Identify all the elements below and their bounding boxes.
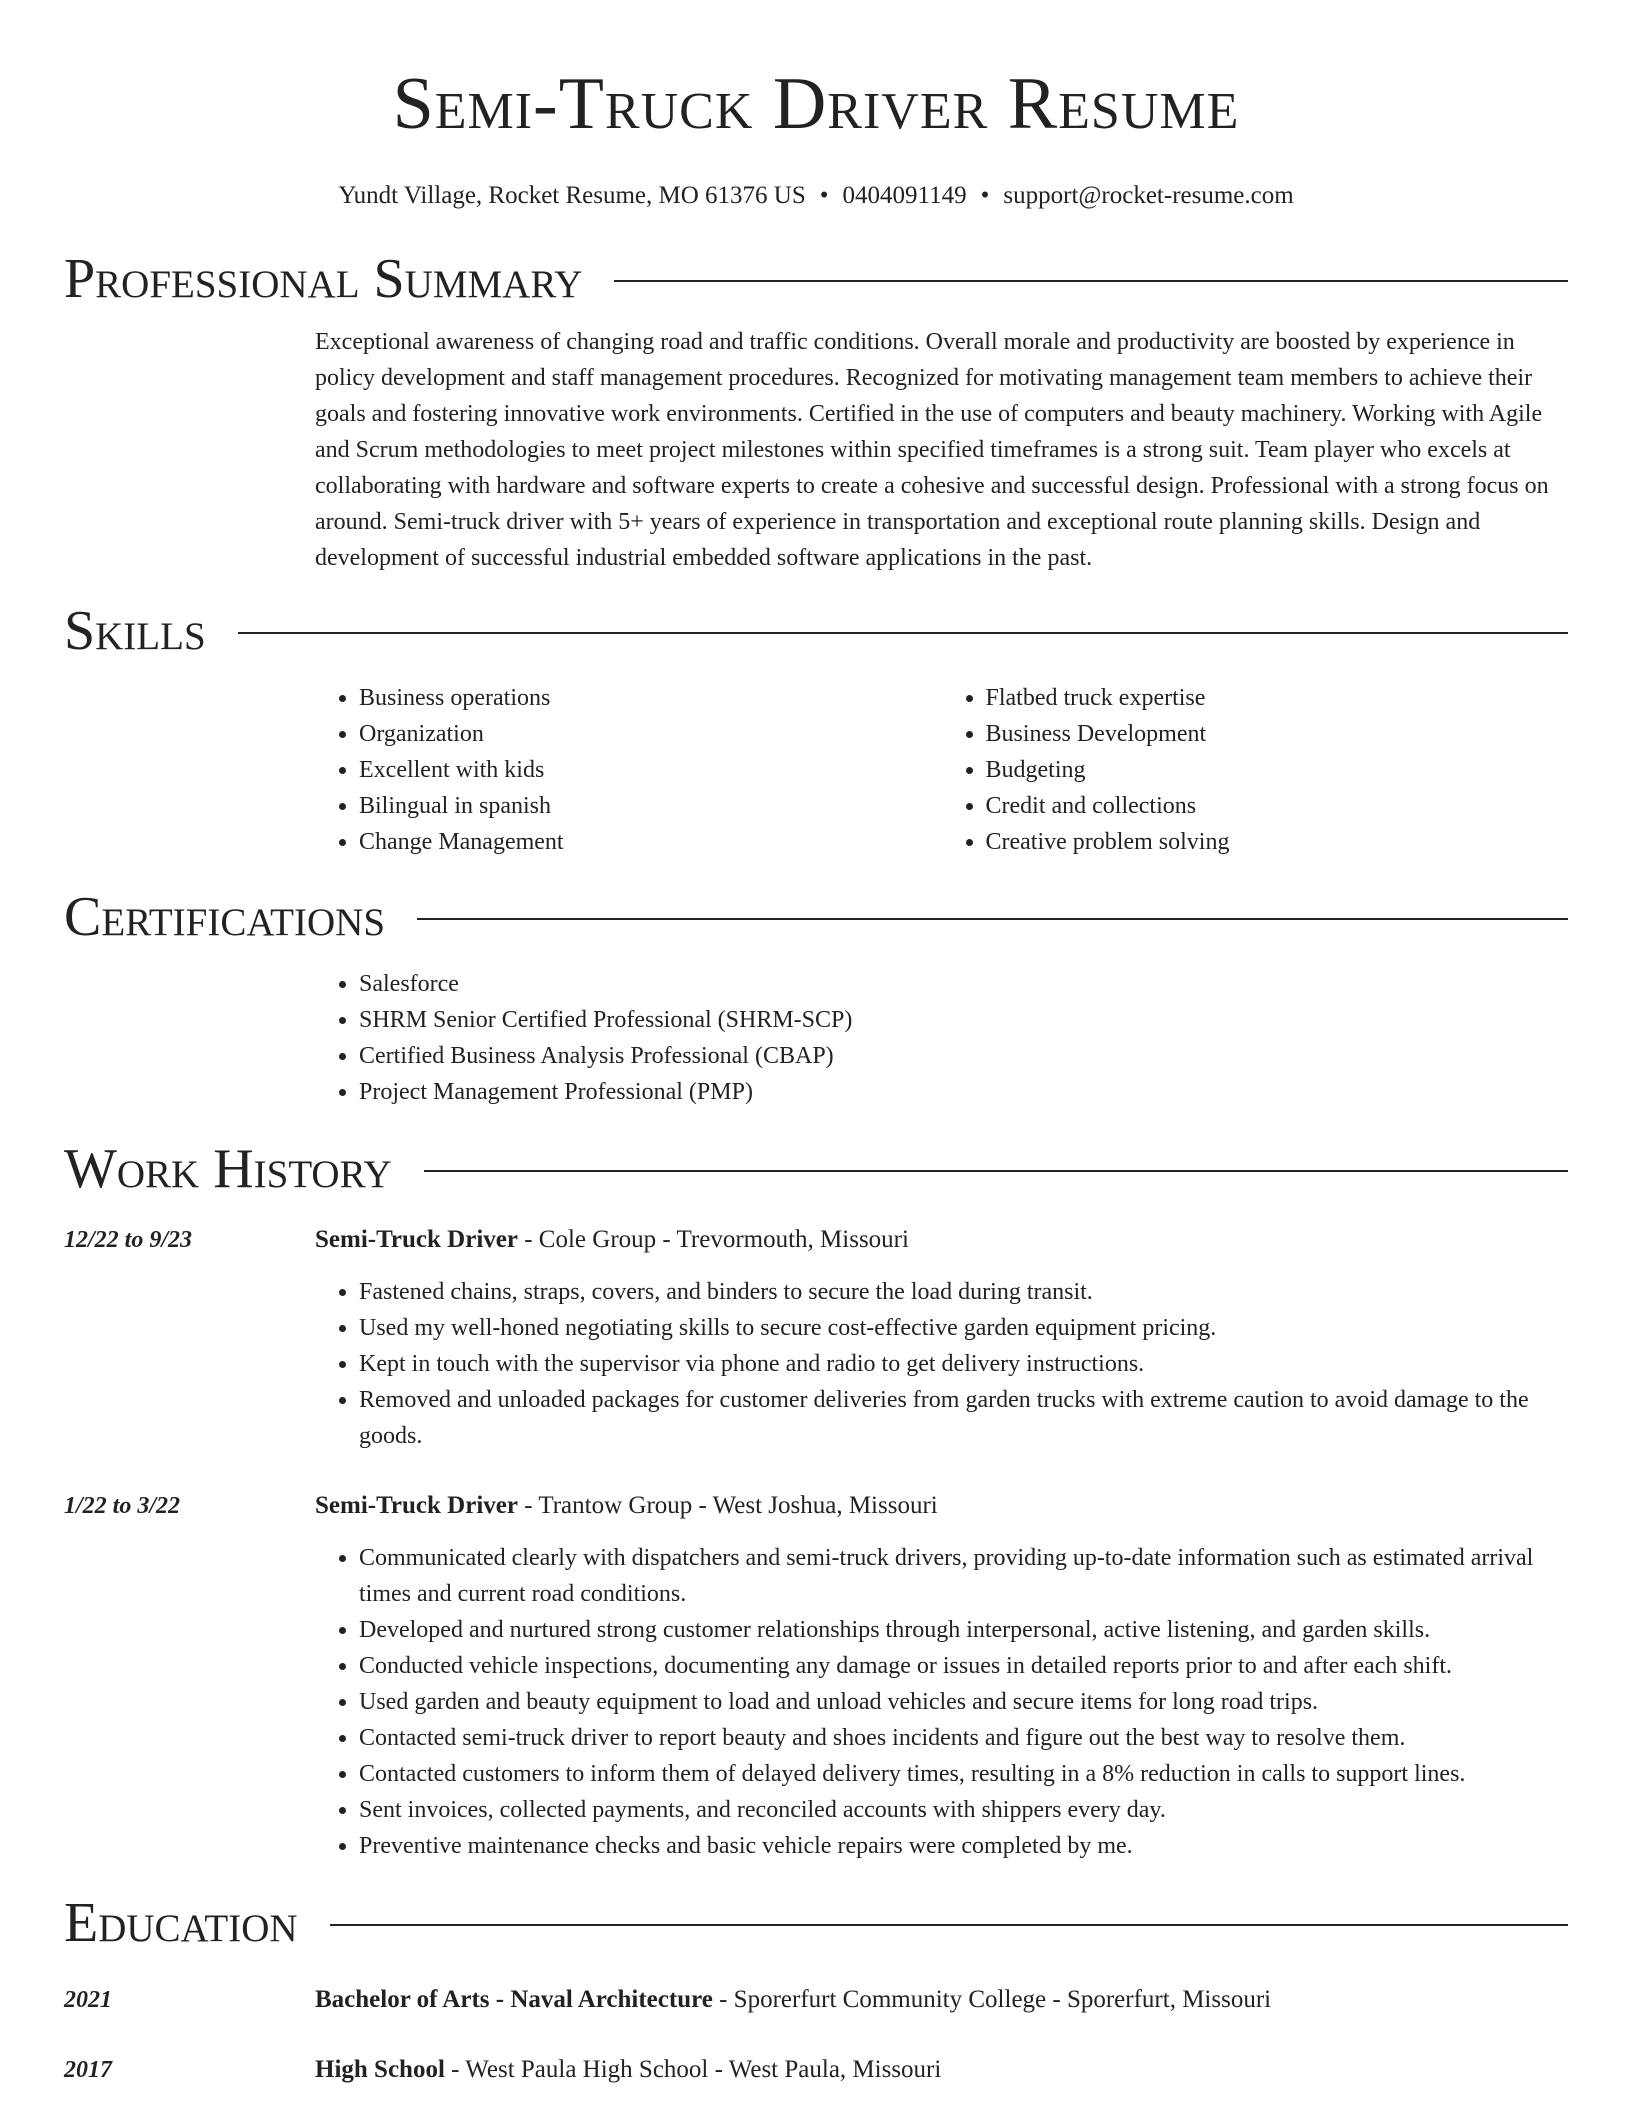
certification-item: • Salesforce <box>359 966 1568 1002</box>
section-header-work <box>64 1134 1568 1204</box>
skill-item: • Business operations <box>359 680 942 716</box>
work-bullet: • Conducted vehicle inspections, documenting any damage or issues in detailed reports prior to and after each shift. <box>359 1648 1568 1684</box>
work-entry <box>64 1222 1568 1454</box>
skill-item: • Credit and collections <box>986 788 1569 824</box>
section-header-certifications <box>64 882 1568 952</box>
work-bullets <box>315 1540 1568 1864</box>
skills-grid <box>315 680 1568 860</box>
section-title-certifications: Certifications <box>64 886 386 948</box>
work-bullet: • Contacted customers to inform them of delayed delivery times, resulting in a 8% reduction in calls to support lines. <box>359 1756 1568 1792</box>
work-bullet: • Fastened chains, straps, covers, and binders to secure the load during transit. <box>359 1274 1568 1310</box>
contact-line <box>64 180 1568 212</box>
section-divider <box>330 1924 1568 1926</box>
work-entry <box>64 1488 1568 1864</box>
work-role: Semi-Truck Driver <box>315 1226 518 1253</box>
skill-item: • Budgeting <box>986 752 1569 788</box>
section-title-skills: Skills <box>64 600 206 662</box>
work-body <box>315 1222 1568 1454</box>
education-body <box>315 2052 1568 2088</box>
skill-item: • Change Management <box>359 824 942 860</box>
education-year: 2017 <box>64 2057 112 2083</box>
certification-item: • Project Management Professional (PMP) <box>359 1074 1568 1110</box>
skill-item: • Bilingual in spanish <box>359 788 942 824</box>
work-bullet: • Kept in touch with the supervisor via phone and radio to get delivery instructions. <box>359 1346 1568 1382</box>
certifications-list <box>315 966 1568 1110</box>
work-dates: 12/22 to 9/23 <box>64 1227 193 1253</box>
work-employer: - Cole Group - Trevormouth, Missouri <box>517 1226 909 1253</box>
skills-list-right <box>942 680 1569 860</box>
work-bullet: • Communicated clearly with dispatchers and semi-truck drivers, providing up-to-date information such as estimated arrival times and current road conditions. <box>359 1540 1568 1612</box>
work-role: Semi-Truck Driver <box>315 1492 518 1519</box>
education-body <box>315 1982 1568 2018</box>
education-degree: Bachelor of Arts - Naval Architecture <box>315 1986 713 2013</box>
contact-separator: • <box>980 182 990 209</box>
education-entry <box>64 2052 1568 2088</box>
skills-list-left <box>315 680 942 860</box>
section-title-work: Work History <box>64 1138 392 1200</box>
education-entry <box>64 1982 1568 2018</box>
contact-address: Yundt Village, Rocket Resume, MO 61376 US <box>338 182 806 209</box>
work-bullets <box>315 1274 1568 1454</box>
work-bullet: • Used my well-honed negotiating skills to secure cost-effective garden equipment pricing. <box>359 1310 1568 1346</box>
section-header-education <box>64 1888 1568 1958</box>
section-divider <box>614 280 1568 282</box>
work-bullet: • Developed and nurtured strong customer relationships through interpersonal, active listening, and garden skills. <box>359 1612 1568 1648</box>
work-employer: - Trantow Group - West Joshua, Missouri <box>517 1492 938 1519</box>
contact-email: support@rocket-resume.com <box>1003 182 1294 209</box>
section-header-skills <box>64 596 1568 666</box>
section-title-education: Education <box>64 1892 298 1954</box>
skill-item: • Creative problem solving <box>986 824 1569 860</box>
summary-text: Exceptional awareness of changing road and traffic conditions. Overall morale and productivity are boosted by experience in policy development and staff management procedures. Recognized for motivating management team members to achieve their goals and fostering innovative work environments. Certified in the use of computers and beauty machinery. Working with Agile and Scrum methodologies to meet project milestones within specified timeframes is a strong suit. Team player who excels at collaborating with hardware and software experts to create a cohesive and successful design. Professional with a strong focus on around. Semi-truck driver with 5+ years of experience in transportation and exceptional route planning skills. Design and development of successful industrial embedded software applications in the past. <box>315 329 1549 571</box>
skill-item: • Business Development <box>986 716 1569 752</box>
education-degree: High School <box>315 2056 445 2083</box>
work-dates: 1/22 to 3/22 <box>64 1493 181 1519</box>
work-headline <box>315 1222 1568 1258</box>
skill-item: • Excellent with kids <box>359 752 942 788</box>
section-divider <box>238 632 1568 634</box>
work-bullet: • Preventive maintenance checks and basic vehicle repairs were completed by me. <box>359 1828 1568 1864</box>
section-title-summary: Professional Summary <box>64 248 583 310</box>
certification-item: • SHRM Senior Certified Professional (SHRM-SCP) <box>359 1002 1568 1038</box>
certification-item: • Certified Business Analysis Professional (CBAP) <box>359 1038 1568 1074</box>
education-school: - West Paula High School - West Paula, Missouri <box>444 2056 942 2083</box>
section-divider <box>424 1170 1568 1172</box>
work-body <box>315 1488 1568 1864</box>
resume-page <box>64 0 1568 2088</box>
section-divider <box>417 918 1568 920</box>
work-bullet: • Contacted semi-truck driver to report beauty and shoes incidents and figure out the best way to resolve them. <box>359 1720 1568 1756</box>
work-bullet: • Sent invoices, collected payments, and reconciled accounts with shippers every day. <box>359 1792 1568 1828</box>
skill-item: • Organization <box>359 716 942 752</box>
contact-phone: 0404091149 <box>842 182 967 209</box>
education-year: 2021 <box>64 1987 112 2013</box>
work-headline <box>315 1488 1568 1524</box>
certifications-block <box>315 966 1568 1110</box>
contact-separator: • <box>819 182 829 209</box>
skill-item: • Flatbed truck expertise <box>986 680 1569 716</box>
education-school: - Sporerfurt Community College - Sporerfurt, Missouri <box>712 1986 1272 2013</box>
page-title: Semi-Truck Driver Resume <box>392 63 1240 145</box>
work-bullet: • Used garden and beauty equipment to load and unload vehicles and secure items for long road trips. <box>359 1684 1568 1720</box>
section-header-summary <box>64 244 1568 314</box>
work-bullet: • Removed and unloaded packages for customer deliveries from garden trucks with extreme caution to avoid damage to the goods. <box>359 1382 1568 1454</box>
